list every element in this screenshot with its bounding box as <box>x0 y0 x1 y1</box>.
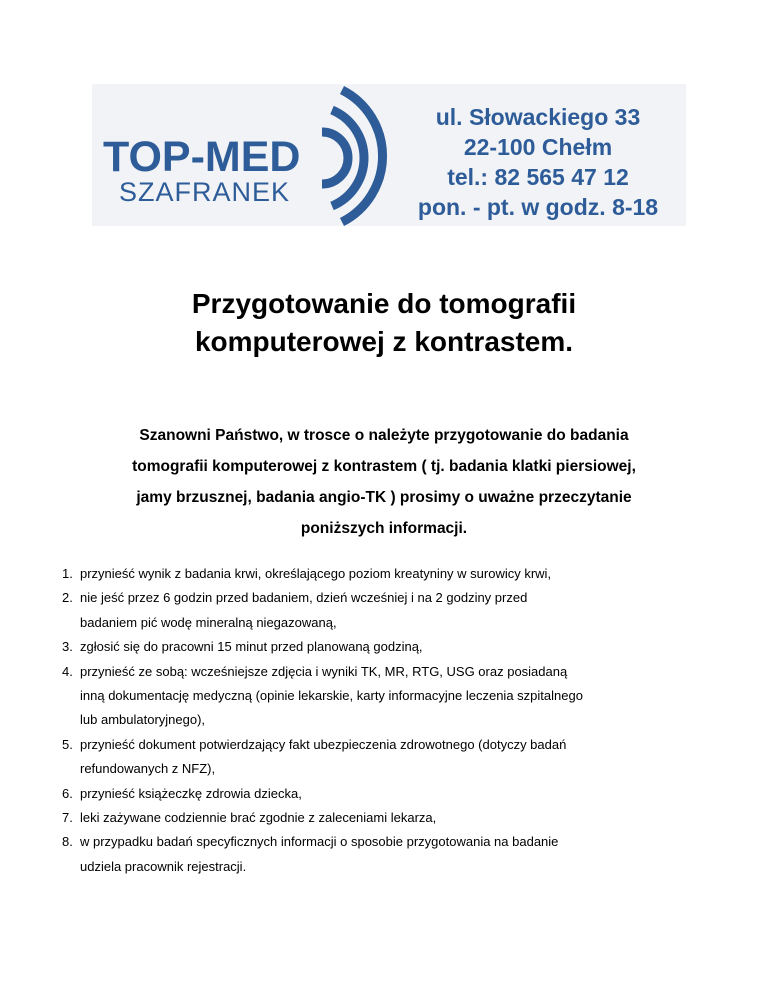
item-number: 7. <box>62 810 73 826</box>
list-item <box>62 562 722 586</box>
title-line-1: Przygotowanie do tomografii <box>191 288 577 319</box>
header-banner <box>92 84 686 226</box>
item-text: refundowanych z NFZ), <box>80 761 216 777</box>
list-item <box>62 782 722 806</box>
item-number: 5. <box>62 736 73 752</box>
intro-line-2: tomografii komputerowej z kontrastem ( tj. badania klatki piersiowej, <box>132 458 636 475</box>
item-text: przynieść wynik z badania krwi, określającego poziom kreatyniny w surowicy krwi, <box>80 566 552 581</box>
intro-line-3: jamy brzusznej, badania angio-TK ) prosimy o uważne przeczytanie <box>136 489 632 506</box>
item-number: 4. <box>62 663 73 679</box>
item-text: przynieść ze sobą: wcześniejsze zdjęcia i wyniki TK, MR, RTG, USG oraz posiadaną <box>80 663 568 679</box>
item-number: 2. <box>62 590 73 606</box>
list-item <box>62 830 722 879</box>
item-text: inną dokumentację medyczną (opinie lekarskie, karty informacyjne leczenia szpitalnego <box>80 688 583 704</box>
intro-paragraph <box>80 420 688 544</box>
signal-waves-icon <box>284 84 404 226</box>
item-number: 1. <box>62 566 73 581</box>
hours-line: pon. - pt. w godz. 8-18 <box>417 194 659 220</box>
intro-line-4: poniższych informacji. <box>300 520 468 537</box>
item-text: udziela pracownik rejestracji. <box>80 858 247 874</box>
instructions-list <box>62 562 722 879</box>
phone-line: tel.: 82 565 47 12 <box>447 164 629 190</box>
item-text: badaniem pić wodę mineralną niegazowaną, <box>80 614 337 630</box>
page-title <box>0 285 768 361</box>
item-text: zgłosić się do pracowni 15 minut przed planowaną godziną, <box>80 639 423 655</box>
logo-sub-text: SZAFRANEK <box>119 177 291 207</box>
item-text: leki zażywane codziennie brać zgodnie z zaleceniami lekarza, <box>80 810 437 826</box>
item-number: 8. <box>62 834 73 850</box>
list-item <box>62 586 722 635</box>
contact-info <box>392 102 684 222</box>
item-text: przynieść dokument potwierdzający fakt ubezpieczenia zdrowotnego (dotyczy badań <box>80 736 567 752</box>
intro-line-1: Szanowni Państwo, w trosce o należyte przygotowanie do badania <box>139 427 629 444</box>
top-med-logo <box>92 84 392 226</box>
item-text: nie jeść przez 6 godzin przed badaniem, dzień wcześniej i na 2 godziny przed <box>80 590 528 606</box>
item-text: przynieść książeczkę zdrowia dziecka, <box>80 785 302 801</box>
item-number: 6. <box>62 785 73 801</box>
item-number: 3. <box>62 639 73 655</box>
item-text: lub ambulatoryjnego), <box>80 712 206 728</box>
list-item <box>62 806 722 830</box>
title-line-2: komputerowej z kontrastem. <box>194 326 574 357</box>
address-line: ul. Słowackiego 33 <box>435 104 641 130</box>
city-line: 22-100 Chełm <box>463 134 613 160</box>
logo-main-text: TOP-MED <box>103 133 301 181</box>
item-text: w przypadku badań specyficznych informacji o sposobie przygotowania na badanie <box>80 834 559 850</box>
list-item <box>62 733 722 782</box>
list-item <box>62 660 722 733</box>
list-item <box>62 635 722 659</box>
